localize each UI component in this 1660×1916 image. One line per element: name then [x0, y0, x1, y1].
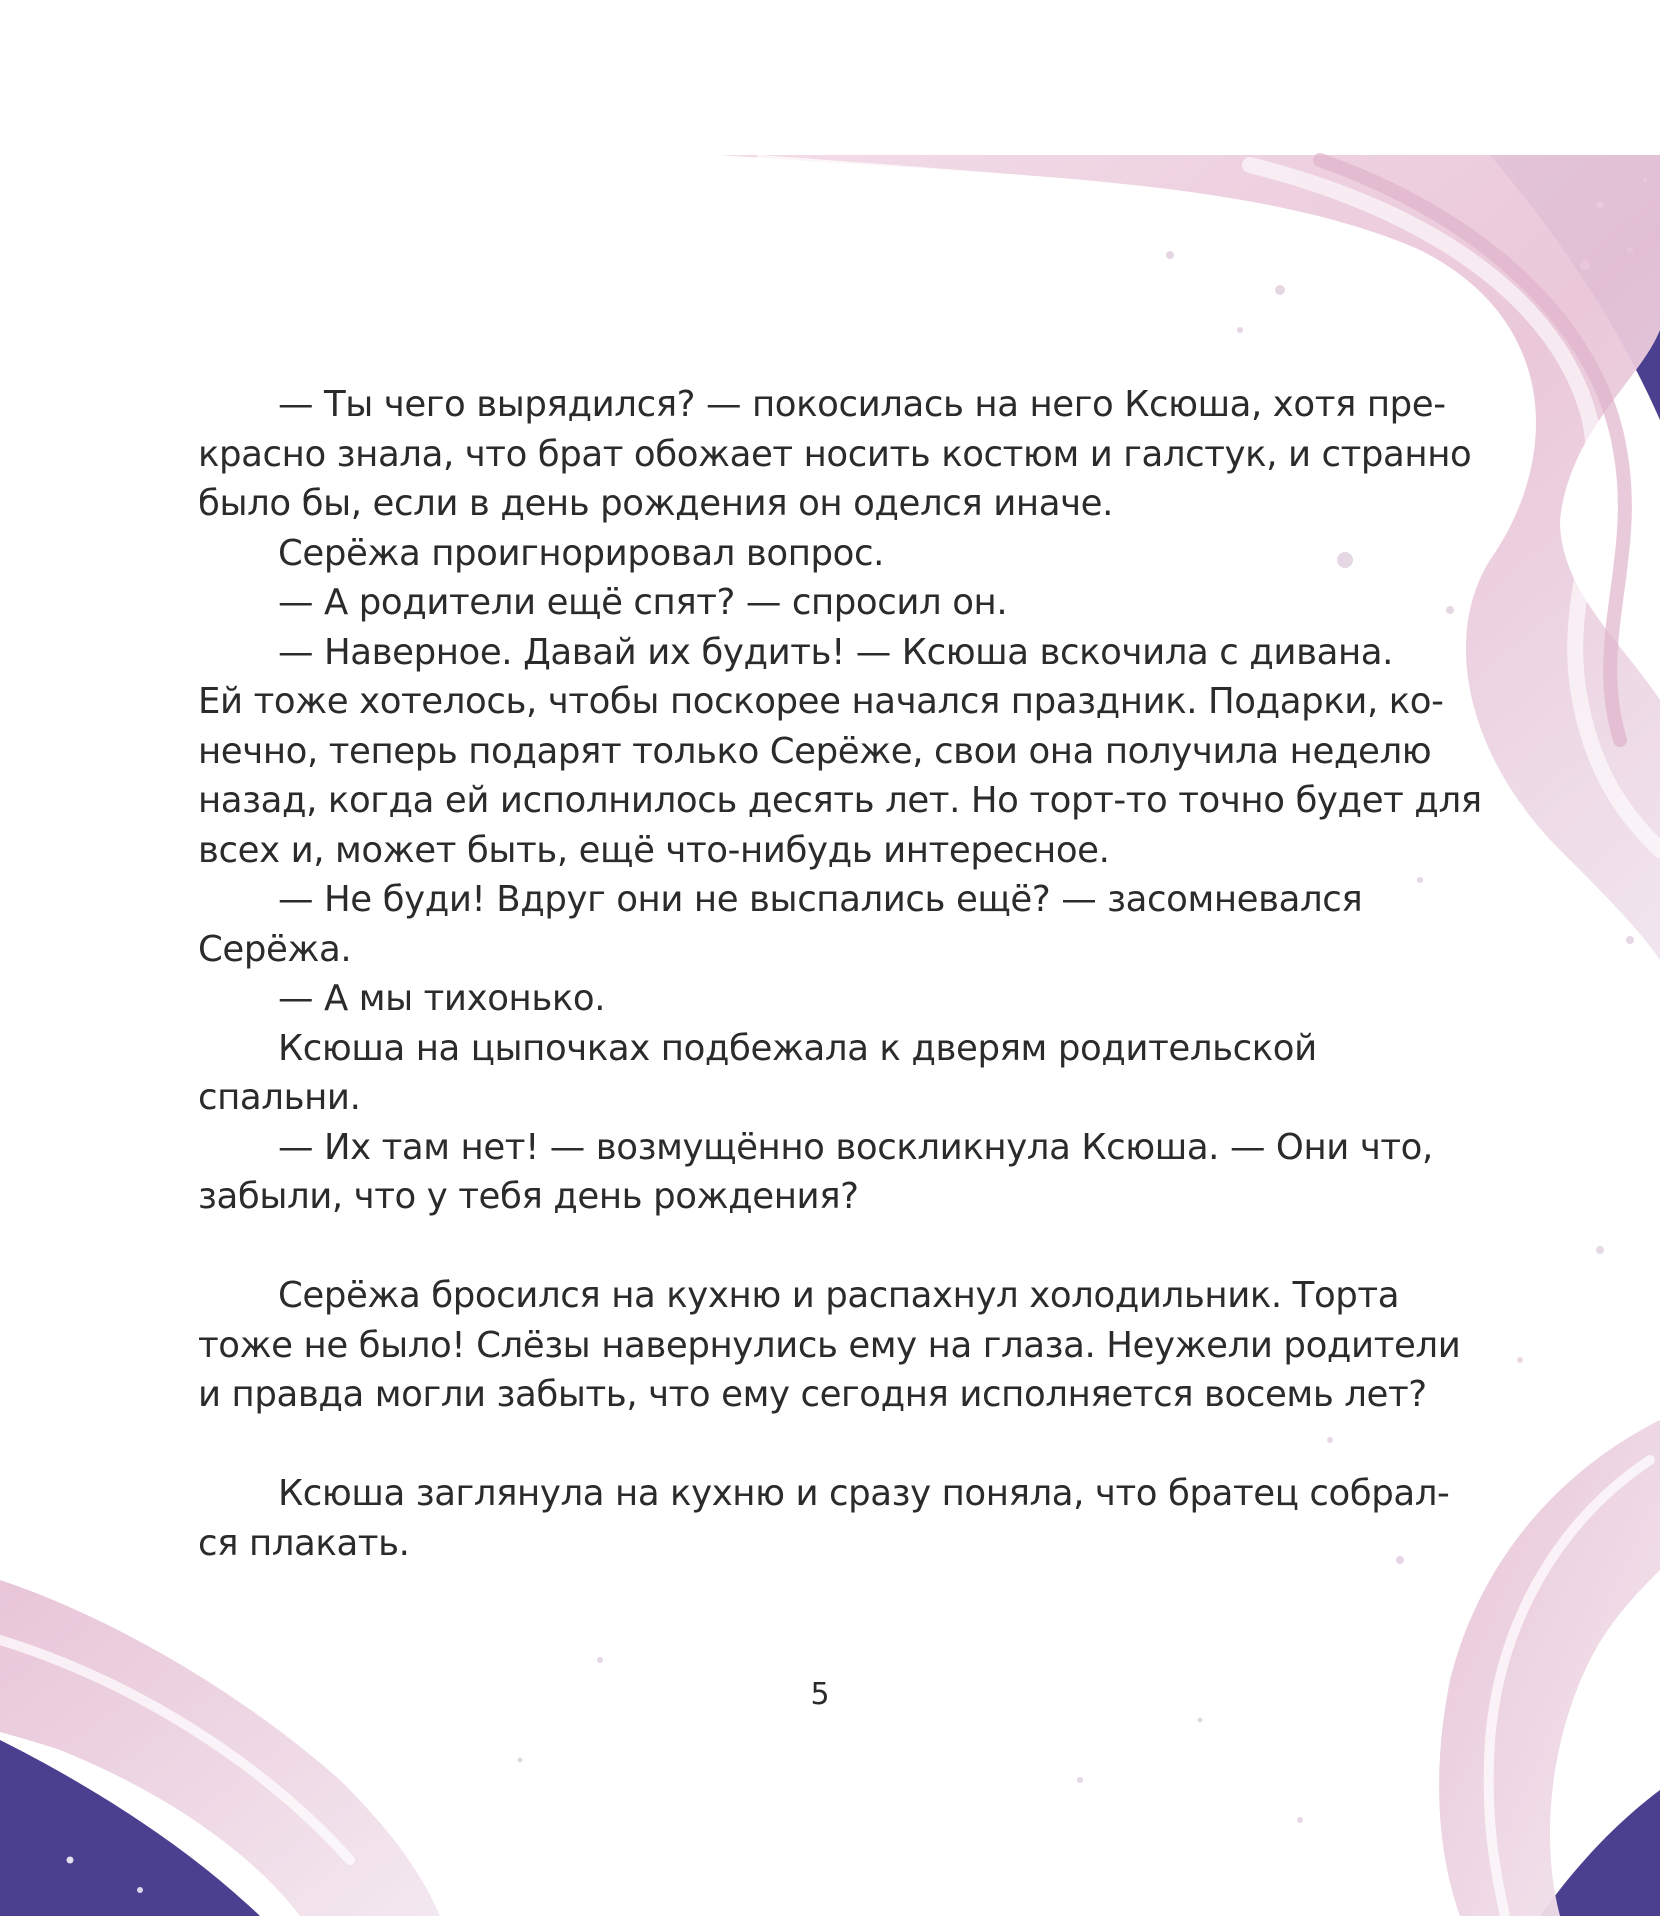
text-line: Ксюша на цыпочках подбежала к дверям родительской: [278, 1027, 1317, 1069]
text-line: — Не буди! Вдруг они не выспались ещё? — засомневался: [278, 879, 1363, 920]
text-line: Серёжа проигнорировал вопрос.: [278, 532, 884, 574]
text-line: и правда могли забыть, что ему сегодня исполняется восемь лет?: [198, 1374, 1427, 1415]
text-line: назад, когда ей исполнилось десять лет. Но торт-то точно будет для: [198, 780, 1482, 821]
text-line: Ксюша заглянула на кухню и сразу поняла, что братец собрал-: [278, 1473, 1450, 1514]
text-line: ся плакать.: [198, 1522, 410, 1564]
text-line: красно знала, что брат обожает носить костюм и галстук, и странно: [198, 433, 1472, 475]
paragraph: [198, 628, 1482, 876]
text-line: — А родители ещё спят? — спросил он.: [278, 582, 1008, 623]
star-dot: [137, 1887, 143, 1893]
text-line: Серёжа.: [198, 928, 352, 970]
paragraph: [198, 1469, 1450, 1568]
text-line: Серёжа бросился на кухню и распахнул холодильник. Торта: [278, 1275, 1400, 1316]
text-line: — Наверное. Давай их будить! — Ксюша вскочила с дивана.: [278, 631, 1394, 673]
text-line: всех и, может быть, ещё что-нибудь интересное.: [198, 829, 1110, 871]
story-text: [198, 380, 1482, 1568]
text-line: Ей тоже хотелось, чтобы поскорее начался праздник. Подарки, ко-: [198, 681, 1444, 722]
text-line: спальни.: [198, 1077, 361, 1118]
paragraph-gap: [198, 1222, 1418, 1272]
star-dot: [67, 1857, 74, 1864]
paragraph: [198, 529, 1418, 579]
paragraph: [198, 578, 1418, 628]
paragraph: [198, 1271, 1461, 1420]
paragraph: [198, 1123, 1433, 1222]
text-line: забыли, что у тебя день рождения?: [198, 1176, 859, 1217]
text-line: — А мы тихонько.: [278, 978, 606, 1019]
paragraph: [198, 875, 1418, 974]
text-line: — Ты чего вырядился? — покосилась на него Ксюша, хотя пре-: [278, 384, 1446, 425]
paragraph: [198, 974, 1418, 1024]
paragraph: [198, 1024, 1418, 1123]
text-line: — Их там нет! — возмущённо воскликнула Ксюша. — Они что,: [278, 1126, 1433, 1168]
paragraph: [198, 380, 1472, 529]
text-line: тоже не было! Слёзы навернулись ему на глаза. Неужели родители: [198, 1324, 1461, 1366]
night-sky-bottom-right: [1540, 1790, 1660, 1916]
paragraph-gap: [198, 1420, 1418, 1470]
text-line: было бы, если в день рождения он оделся иначе.: [198, 483, 1113, 524]
page-number: 5: [810, 1677, 830, 1712]
text-line: нечно, теперь подарят только Серёже, свои она получила неделю: [198, 730, 1432, 772]
